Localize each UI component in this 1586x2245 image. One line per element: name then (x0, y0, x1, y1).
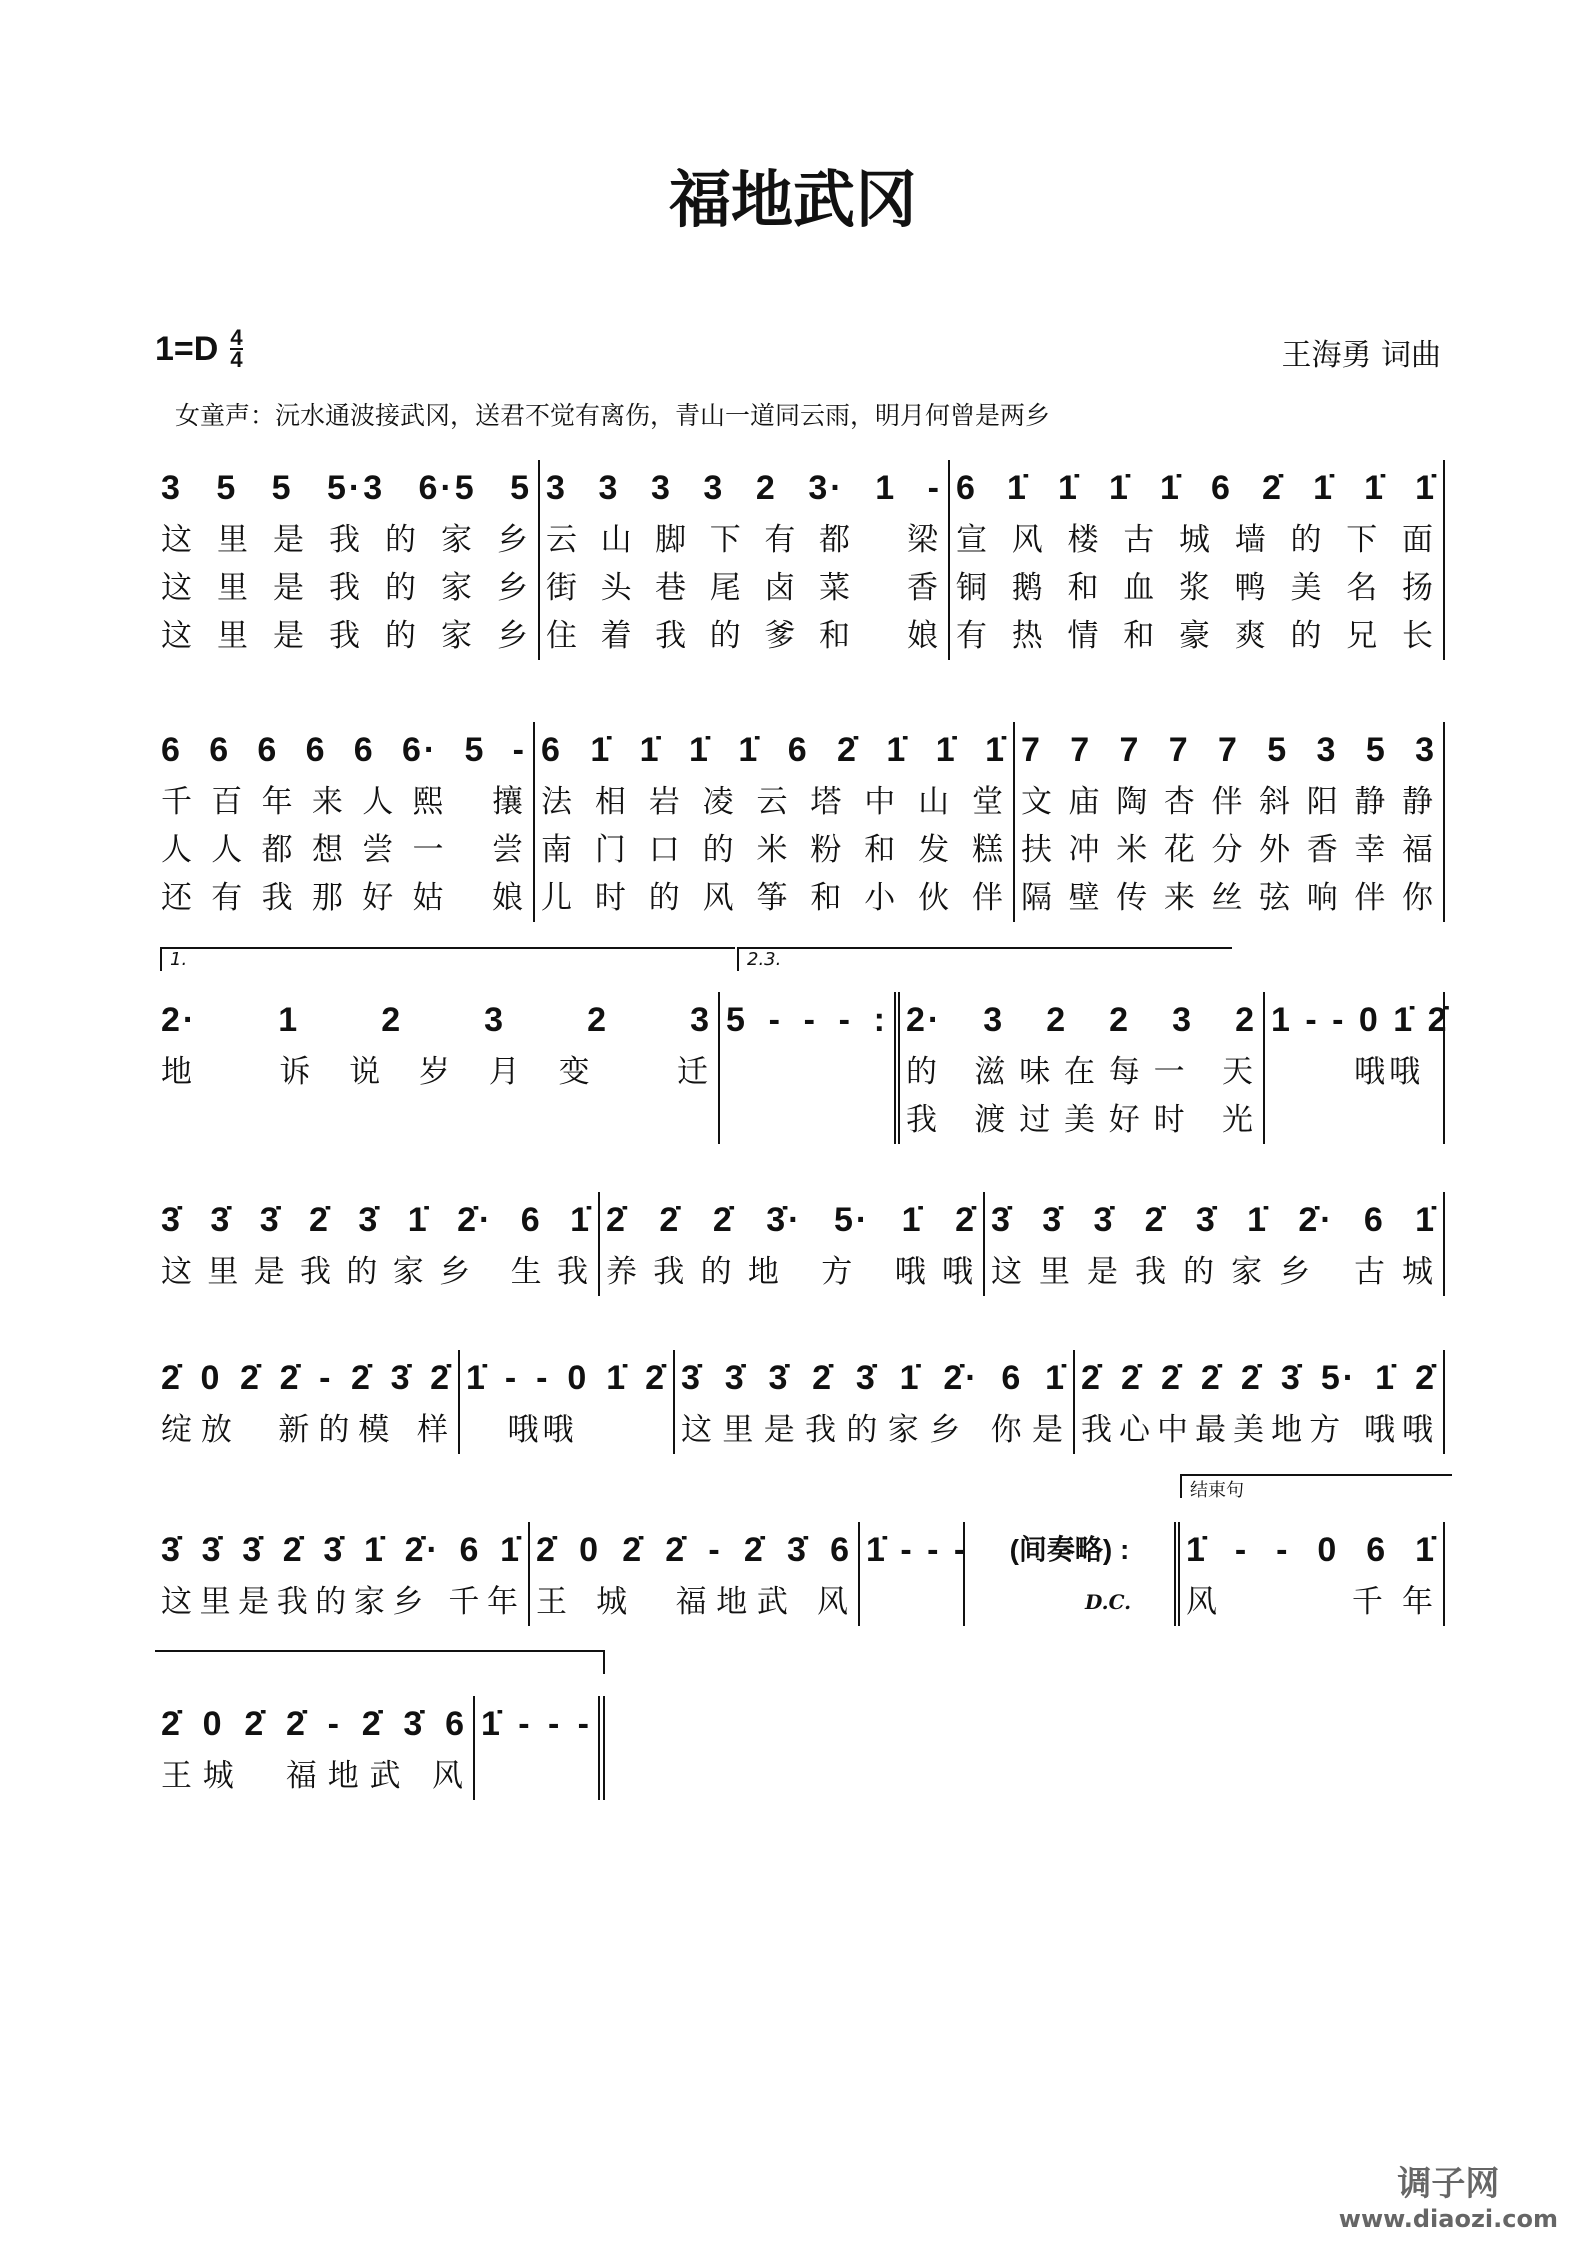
key: 1=D (155, 329, 219, 368)
measure (155, 1192, 600, 1296)
lyric-line: 绽放 新的模 样 (161, 1412, 452, 1448)
measure (460, 1350, 675, 1454)
measure (720, 992, 900, 1144)
notes: 3 5 5 5·3 6·5 5 (161, 469, 532, 507)
notes: 2̇ 0 2̇ 2̇ - 2̇ 3̇ 6 (161, 1705, 467, 1743)
ending-bracket: 结束句 (1180, 1474, 1452, 1498)
notes: 3 3 3 3 2 3· 1 - (546, 469, 942, 507)
notes: 1̇ - - 0 6 1̇ (1186, 1531, 1437, 1569)
measure (950, 460, 1445, 660)
notes: 2̇ 0 2̇ 2̇ - 2̇ 3̇ 2̇ (161, 1359, 452, 1397)
notes: 1̇ - - 0 1̇ 2̇ (466, 1359, 667, 1397)
lyric-line: 这里是我的家乡 (161, 570, 532, 606)
notes: (间奏略) : (1009, 1534, 1130, 1565)
lyric-line: 千百年来人熙 攘 (161, 784, 527, 820)
lyric-line: 还有我那好姑 娘 (161, 880, 527, 916)
measure (985, 1192, 1445, 1296)
notes: 6 1̇ 1̇ 1̇ 1̇ 6 2̇ 1̇ 1̇ 1̇ (956, 469, 1437, 507)
lyric-line (726, 1048, 888, 1096)
lyric-line: 这里是我的家乡 古城 (991, 1254, 1437, 1290)
key-signature (155, 325, 243, 372)
lyric-line: 隔壁传来丝弦响伴你 (1021, 880, 1437, 916)
watermark-url: www.diaozi.com (1338, 2205, 1558, 2233)
measure (530, 1522, 860, 1626)
lyric-line (481, 1752, 592, 1800)
lyric-line: 王 城 福地武 风 (536, 1584, 852, 1620)
notes: 1̇ - - - (481, 1705, 592, 1743)
lyric-line: 这里是我的家乡 (161, 522, 532, 558)
notes: 3̇ 3̇ 3̇ 2̇ 3̇ 1̇ 2̇· 6 1̇ (681, 1359, 1067, 1397)
lyric-line: 的 滋味在每一 天 (906, 1054, 1257, 1090)
lyric-line (866, 1578, 957, 1626)
measure (600, 1192, 985, 1296)
lyric-line: 王城 福地武 风 (161, 1758, 467, 1794)
lyric-line: 这里是我的家乡 你是 (681, 1412, 1067, 1448)
time-top: 4 (230, 325, 243, 350)
author-credit: 王海勇 词曲 (1281, 338, 1441, 373)
lyric-line: 这里是我的家乡 (161, 618, 532, 654)
lyric-line: 住着我的爹和 娘 (546, 618, 942, 654)
notes: 2̇ 2̇ 2̇ 2̇ 2̇ 3̇ 5· 1̇ 2̇ (1081, 1359, 1437, 1397)
lyric-line: 宣风楼古城墙的下面 (956, 522, 1437, 558)
lyric-line: 有热情和豪爽的兄长 (956, 618, 1437, 654)
system-1 (155, 460, 1445, 660)
notes: 3̇ 3̇ 3̇ 2̇ 3̇ 1̇ 2̇· 6 1̇ (991, 1201, 1437, 1239)
notes: 2· 3 2 2 3 2 (906, 1001, 1257, 1039)
lyric-line: 这里是我的家乡 生我 (161, 1254, 592, 1290)
lyric-line: 风 千年 (1186, 1584, 1437, 1620)
lyric-line: 铜鹅和血浆鸭美名扬 (956, 570, 1437, 606)
lyric-line: 这里是我的家乡 千年 (161, 1584, 522, 1620)
measure (475, 1696, 605, 1800)
notes: 2̇ 2̇ 2̇ 3̇· 5· 1̇ 2̇ (606, 1201, 977, 1239)
system-4 (155, 1192, 1445, 1296)
notes: 3̇ 3̇ 3̇ 2̇ 3̇ 1̇ 2̇· 6 1̇ (161, 1201, 592, 1239)
notes: 5 - - - : (726, 1001, 888, 1039)
measure (675, 1350, 1075, 1454)
song-title: 福地武冈 (668, 163, 917, 236)
watermark-name: 调子网 (1397, 2164, 1500, 2204)
measure (1015, 722, 1445, 922)
lyric-line: 儿时的风筝和小伙伴 (541, 880, 1007, 916)
system-5 (155, 1350, 1445, 1454)
lyric-line: 我心中最美地方 哦哦 (1081, 1412, 1437, 1448)
lyric-line: 法相岩凌云塔中山堂 (541, 784, 1007, 820)
notes: 6 6 6 6 6 6· 5 - (161, 731, 527, 769)
measure (1180, 1522, 1445, 1626)
notes: 7 7 7 7 7 5 3 5 3 (1021, 731, 1437, 769)
measure (155, 460, 540, 660)
measure (155, 1696, 475, 1800)
notes: 6 1̇ 1̇ 1̇ 1̇ 6 2̇ 1̇ 1̇ 1̇ (541, 731, 1007, 769)
system-7 (155, 1696, 1445, 1800)
volta-2: 2.3. (737, 947, 1232, 971)
intro-text: 女童声：沅水通波接武冈，送君不觉有离伤，青山一道同云雨，明月何曾是两乡 (175, 401, 1051, 430)
measure (900, 992, 1265, 1144)
measure (155, 722, 535, 922)
lyric-line: 南门口的米粉和发糕 (541, 832, 1007, 868)
lyric-line: 地 诉说岁月变 迁 (161, 1054, 712, 1090)
volta-1: 1. (160, 947, 735, 971)
ending-bracket-continuation (155, 1650, 605, 1674)
measure (155, 1350, 460, 1454)
measure (965, 1522, 1180, 1626)
measure (860, 1522, 969, 1626)
lyric-line: 街头巷尾卤菜 香 (546, 570, 942, 606)
measure (155, 992, 720, 1144)
notes: 3̇ 3̇ 3̇ 2̇ 3̇ 1̇ 2̇· 6 1̇ (161, 1531, 522, 1569)
lyric-line: 哦哦 (1271, 1054, 1425, 1090)
measure (1075, 1350, 1445, 1454)
lyric-line: 文庙陶杏伴斜阳静静 (1021, 784, 1437, 820)
lyric-line: 云山脚下有都 梁 (546, 522, 942, 558)
watermark (1339, 2156, 1558, 2233)
notes: 2· 1 2 3 2 3 (161, 1001, 712, 1039)
measure (535, 722, 1015, 922)
dc-marking: D.C. (1085, 1590, 1132, 1614)
time-bottom: 4 (230, 347, 243, 372)
measure (1265, 992, 1450, 1144)
time-signature (230, 325, 243, 372)
notes: 1̇ - - - (866, 1531, 969, 1569)
system-6 (155, 1522, 1445, 1626)
system-3 (155, 992, 1450, 1144)
notes: 1 - - 0 1̇ 2̇ (1271, 1001, 1450, 1039)
system-2 (155, 722, 1445, 922)
lyric-line: 养我的地 方 哦哦 (606, 1254, 977, 1290)
lyric-line: 我 渡过美好时 光 (906, 1102, 1257, 1138)
lyric-line (971, 1578, 1168, 1626)
lyric-line: 哦哦 (466, 1412, 578, 1448)
measure (540, 460, 950, 660)
notes: 2̇ 0 2̇ 2̇ - 2̇ 3̇ 6 (536, 1531, 852, 1569)
lyric-line: 扶冲米花分外香幸福 (1021, 832, 1437, 868)
lyric-line: 人人都想尝一 尝 (161, 832, 527, 868)
measure (155, 1522, 530, 1626)
